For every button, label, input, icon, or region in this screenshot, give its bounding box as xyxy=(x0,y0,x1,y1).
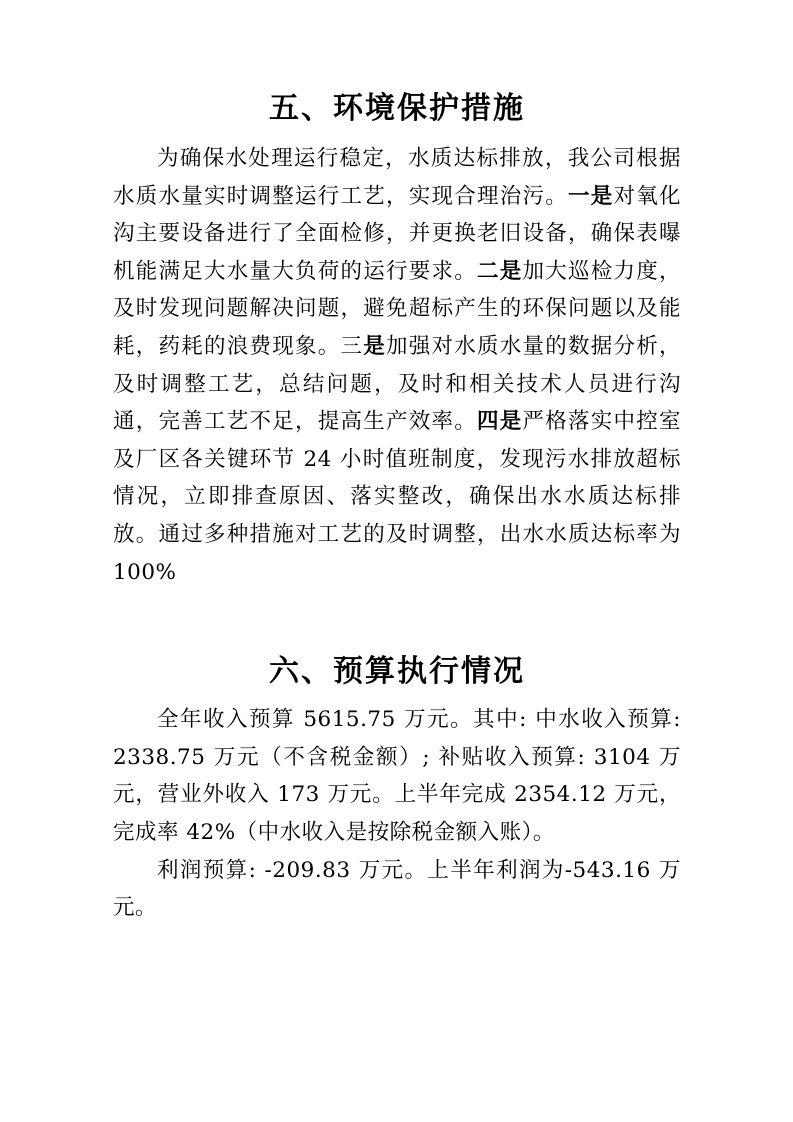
paragraph-environment xyxy=(113,140,681,591)
text-run: 全年收入预算 5615.75 万元。其中: 中水收入预算: 2338.75 万元（不含税金额）; 补贴收入预算: 3104 万元，营业外收入 173 万元。上半年完成 2354.12 万元，完成率 42%（中水收入是按除税金额入账）。 xyxy=(113,707,681,845)
bold-run: 是 xyxy=(363,333,386,359)
bold-run: 一是 xyxy=(567,183,614,209)
bold-run: 四是 xyxy=(476,409,523,435)
text-run: 加强对水质水量的数据分析，及时调整工艺，总结问题，及时和相关技术人员进行沟通，完善工艺不足，提高生产效率。 xyxy=(113,333,681,435)
text-run: 为确保水处理运行稳定，水质达标排放，我公司根据水质水量实时调整运行工艺，实现合理治污。 xyxy=(113,146,681,209)
paragraph-budget-revenue xyxy=(113,701,681,851)
text-run: 加大巡检力度，及时发现问题解决问题，避免超标产生的环保问题以及能耗，药耗的浪费现象。三 xyxy=(113,258,681,359)
text-run: 严格落实中控室及厂区各关键环节 24 小时值班制度，发现污水排放超标情况，立即排查原因、落实整改，确保出水水质达标排放。通过多种措施对工艺的及时调整，出水水质达标率为 100% xyxy=(113,409,681,585)
text-run: 对氧化沟主要设备进行了全面检修，并更换老旧设备，确保表曝机能满足大水量大负荷的运行要求。 xyxy=(113,183,681,284)
text-run: 利润预算: -209.83 万元。上半年利润为-543.16 万元。 xyxy=(113,857,681,921)
section-title-environment: 五、环境保护措施 xyxy=(269,91,525,126)
section-title-budget: 六、预算执行情况 xyxy=(269,654,525,690)
bold-run: 二是 xyxy=(476,258,523,284)
paragraph-budget-profit xyxy=(113,852,681,927)
